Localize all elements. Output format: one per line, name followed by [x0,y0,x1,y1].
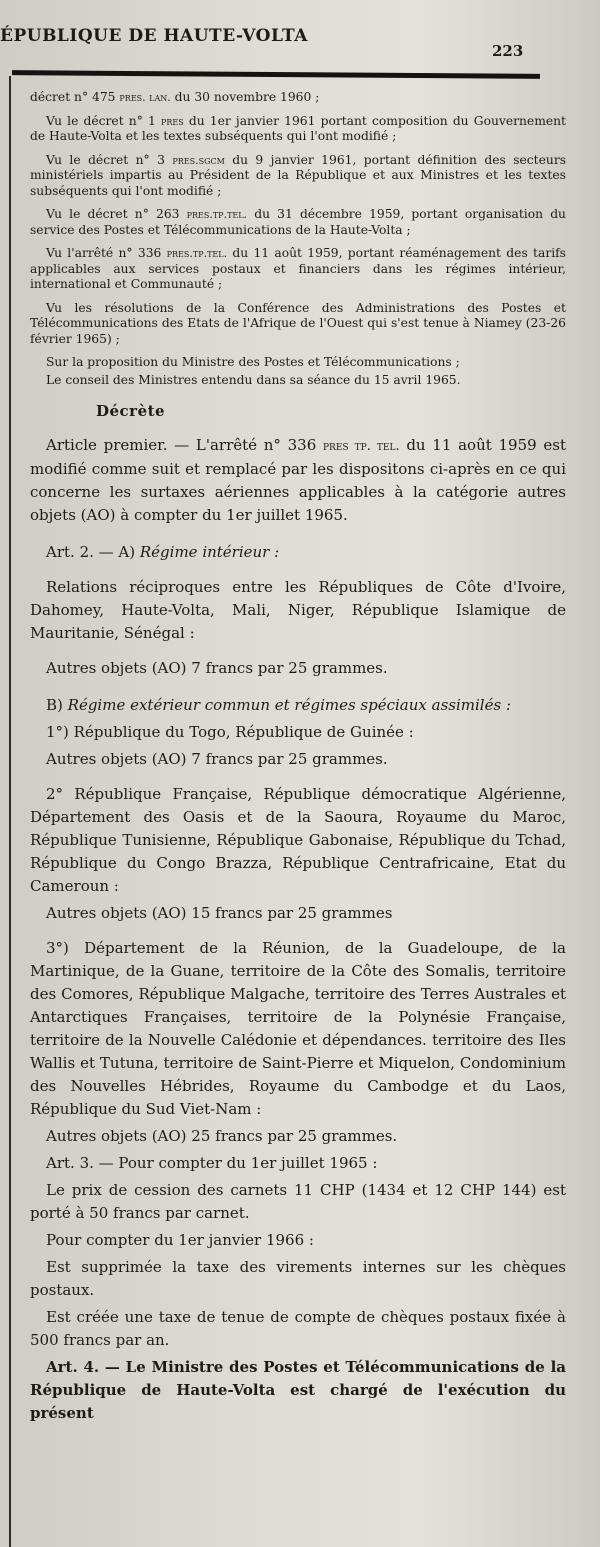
preamble-paragraph: Vu les résolutions de la Conférence des Administrations des Postes et Télécommunications des Etats de l'Afrique de l'Ouest qui s'est tenue à Niamey (23-26 février 1965) ; [30,300,566,346]
art3-heading: Art. 3. — Pour compter du 1er juillet 1965 : [46,1154,378,1172]
art2-b3: 3°) Département de la Réunion, de la Guadeloupe, de la Martinique, de la Guane, territoire de la Côte des Somalis, territoire des Comores, République Malgache, territoire des Terres Australes et Antarctiques Françaises, territoire de la Polynésie Française, territoire de la Nouvelle Calédonie et dépendances. territoire des Iles Wallis et Tutuna, territoire de Saint-Pierre et Miquelon, Condominium des Nouvelles Hébrides, Royaume du Cambodge et du Laos, République du Sud Viet-Nam : [30,939,566,1118]
preamble-paragraph: Vu le décret n° 263 pres.tp.tel. du 31 décembre 1959, portant organisation du service des Postes et Télécommunications de la Haute-Volta ; [30,207,566,237]
article-premier: Article premier. — L'arrêté n° 336 pres tp. tel. du 11 août 1959 est modifié comme suit et remplacé par les dispositons ci-après en ce qui concerne les surtaxes aériennes applicables à la catégorie autres objets (AO) à compter du 1er juillet 1965. [30,436,566,524]
art3-paragraph: Le prix de cession des carnets 11 CHP (1434 et 12 CHP 144) est porté à 50 francs par carnet. [30,1181,566,1222]
decrete-heading: Décrète [96,402,166,420]
header-rule [12,70,540,79]
preamble [30,90,566,388]
art4-paragraph: Art. 4. — Le Ministre des Postes et Télécommunications de la République de Haute-Volta est chargé de l'exécution du présent [30,1358,566,1422]
articles [30,434,566,1425]
art3-paragraph: Est supprimée la taxe des virements internes sur les chèques postaux. [30,1258,566,1299]
art3-paragraph: Pour compter du 1er janvier 1966 : [46,1231,314,1249]
art2-relations: Relations réciproques entre les Républiques de Côte d'Ivoire, Dahomey, Haute-Volta, Mali, Niger, République Islamique de Mauritanie, Sénégal : [30,578,566,642]
preamble-paragraph: Le conseil des Ministres entendu dans sa séance du 15 avril 1965. [46,372,461,387]
preamble-paragraph: Vu l'arrêté n° 336 pres.tp.tel. du 11 août 1959, portant réaménagement des tarifs applicables aux services postaux et financiers dans les régimes intérieur, international et Communauté ; [30,246,566,291]
page-header [0,22,600,62]
art2-rate-a: Autres objets (AO) 7 francs par 25 grammes. [46,659,388,677]
page-number: 223 [492,42,524,60]
column-margin-line [9,76,11,1547]
art2-heading: Art. 2. — A) Régime intérieur : [46,543,280,561]
preamble-paragraph: Vu le décret n° 1 pres du 1er janvier 1961 portant composition du Gouvernement de Haute-Volta et les textes subséquents qui l'ont modifié ; [30,113,566,143]
art2-rate-b3: Autres objets (AO) 25 francs par 25 grammes. [46,1127,398,1145]
text-column [30,90,566,1437]
art2-b-heading: B) Régime extérieur commun et régimes spéciaux assimilés : [46,696,511,714]
running-title: ÉPUBLIQUE DE HAUTE-VOLTA [0,26,308,46]
art2-rate-b2: Autres objets (AO) 15 francs par 25 grammes [46,904,393,922]
art2-b1: 1°) République du Togo, République de Guinée : [46,723,414,741]
art3-paragraph: Est créée une taxe de tenue de compte de chèques postaux fixée à 500 francs par an. [30,1308,566,1349]
preamble-paragraph: décret n° 475 pres. lan. du 30 novembre 1960 ; [30,90,320,104]
preamble-paragraph: Sur la proposition du Ministre des Postes et Télécommunications ; [46,355,460,369]
art2-b2: 2° République Française, République démocratique Algérienne, Département des Oasis et de la Saoura, Royaume du Maroc, République Tunisienne, République Gabonaise, République du Tchad, République du Congo Brazza, République Centrafricaine, Etat du Cameroun : [30,785,566,895]
art2-rate-b1: Autres objets (AO) 7 francs par 25 grammes. [46,750,388,768]
preamble-paragraph: Vu le décret n° 3 pres.sgcm du 9 janvier 1961, portant définition des secteurs ministériels impartis au Président de la République et aux Ministres et les textes subséquents qui l'ont modifié ; [30,152,567,198]
